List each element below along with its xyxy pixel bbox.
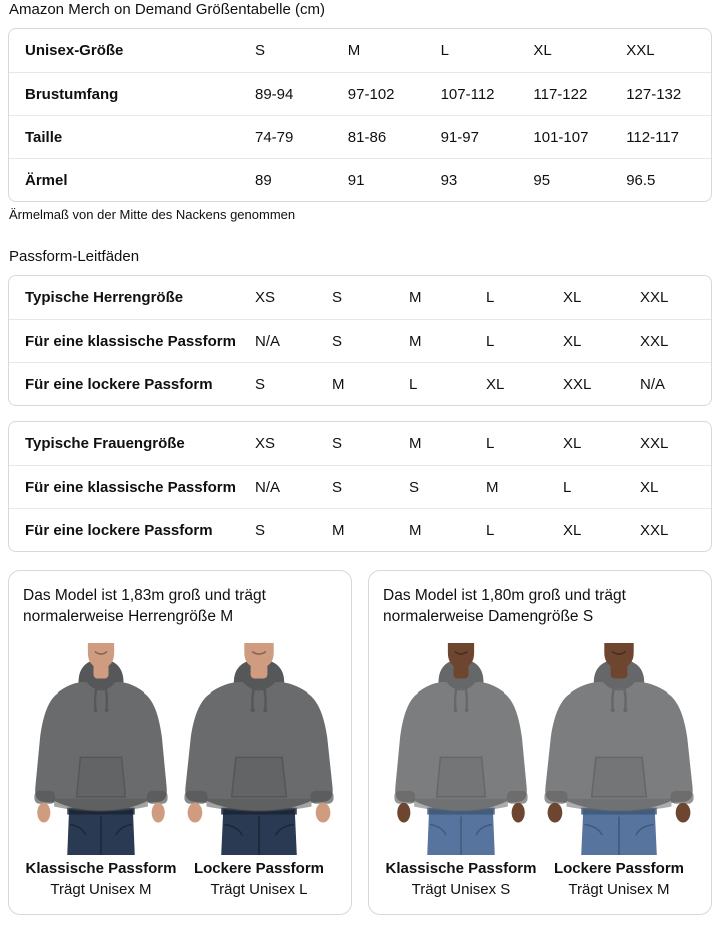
fit-cell: XL xyxy=(640,478,659,496)
row-label: Für eine klassische Passform xyxy=(25,332,236,350)
fit-cell: S xyxy=(332,332,343,350)
row-label: Typische Frauengröße xyxy=(25,435,185,452)
unisex-size-table xyxy=(8,28,712,202)
fit-row xyxy=(9,465,711,508)
classic-fit-column xyxy=(385,643,537,900)
size-column-header: L xyxy=(440,42,449,59)
table-row-chest xyxy=(9,72,711,115)
model-description: Das Model ist 1,83m groß und trägt normalerweise Herrengröße M xyxy=(23,587,266,625)
fit-cell: L xyxy=(486,289,495,306)
model-card-women xyxy=(368,570,712,915)
fit-cell: XXL xyxy=(640,521,669,539)
measurement-cell: 91-97 xyxy=(440,128,479,146)
model-description: Das Model ist 1,80m groß und trägt normalerweise Damengröße S xyxy=(383,587,626,625)
measurement-cell: 112-117 xyxy=(626,128,680,146)
fit-cell: XXL xyxy=(640,435,669,452)
size-column-header: XL xyxy=(533,42,552,59)
table-row-waist xyxy=(9,115,711,158)
fit-label: Lockere Passform xyxy=(193,860,325,877)
fit-cell: M xyxy=(332,375,345,393)
measurement-note: Ärmelmaß von der Mitte des Nackens genommen xyxy=(9,207,296,222)
size-label: Trägt Unisex M xyxy=(50,881,152,898)
size-label: Trägt Unisex L xyxy=(210,881,308,898)
measurement-cell: 81-86 xyxy=(347,128,387,146)
loose-fit-model-photo xyxy=(184,643,334,855)
fit-cell: M xyxy=(486,478,499,496)
size-column-header: XXL xyxy=(626,42,655,59)
size-column-header: S xyxy=(255,42,266,59)
model-figures xyxy=(23,643,337,900)
fit-cell: XL xyxy=(563,332,582,350)
measurement-cell: 74-79 xyxy=(255,128,294,146)
fit-label: Klassische Passform xyxy=(385,860,537,877)
size-column-header: M xyxy=(347,42,361,59)
loose-fit-model-photo xyxy=(544,643,694,855)
fit-row xyxy=(9,276,711,319)
size-table-header-label: Unisex-Größe xyxy=(25,42,124,59)
fit-row xyxy=(9,319,711,362)
model-card-men xyxy=(8,570,352,915)
fit-cell: M xyxy=(409,332,422,350)
fit-cell: XL xyxy=(563,521,582,539)
size-label: Trägt Unisex S xyxy=(411,881,511,898)
measurement-cell: 89-94 xyxy=(255,85,294,103)
classic-fit-model-photo xyxy=(26,643,176,855)
row-label: Für eine klassische Passform xyxy=(25,478,236,496)
fit-cell: S xyxy=(409,478,420,496)
fit-guides-title: Passform-Leitfäden xyxy=(9,248,140,265)
fit-cell: L xyxy=(486,521,495,539)
fit-cell: S xyxy=(255,375,266,393)
fit-cell: XL xyxy=(486,375,505,393)
measurement-cell: 95 xyxy=(533,171,551,189)
fit-cell: L xyxy=(486,332,495,350)
fit-cell: M xyxy=(409,435,422,452)
fit-cell: XXL xyxy=(640,332,669,350)
fit-cell: XL xyxy=(563,435,582,452)
size-label: Trägt Unisex M xyxy=(568,881,670,898)
row-label: Für eine lockere Passform xyxy=(25,521,213,539)
fit-row xyxy=(9,508,711,551)
fit-label: Lockere Passform xyxy=(553,860,685,877)
womens-fit-table xyxy=(8,421,712,552)
fit-cell: S xyxy=(332,435,343,452)
measurement-cell: 96.5 xyxy=(626,171,656,189)
fit-row xyxy=(9,362,711,405)
measurement-cell: 101-107 xyxy=(533,128,589,146)
model-figures xyxy=(383,643,697,900)
fit-label: Klassische Passform xyxy=(25,860,177,877)
fit-cell: S xyxy=(255,521,266,539)
fit-cell: XXL xyxy=(563,375,592,393)
row-label: Brustumfang xyxy=(25,85,119,103)
fit-cell: XXL xyxy=(640,289,669,306)
fit-cell: S xyxy=(332,289,343,306)
fit-cell: M xyxy=(332,521,345,539)
fit-cell: XS xyxy=(255,289,276,306)
row-label: Typische Herrengröße xyxy=(25,289,184,306)
fit-cell: M xyxy=(409,289,422,306)
fit-cell: L xyxy=(563,478,572,496)
measurement-cell: 107-112 xyxy=(440,85,495,103)
model-cards xyxy=(8,570,712,915)
measurement-cell: 97-102 xyxy=(347,85,395,103)
classic-fit-model-photo xyxy=(386,643,536,855)
measurement-cell: 127-132 xyxy=(626,85,682,103)
measurement-cell: 89 xyxy=(255,171,272,189)
measurement-cell: 91 xyxy=(347,171,365,189)
fit-cell: L xyxy=(409,375,418,393)
page-title: Amazon Merch on Demand Größentabelle (cm) xyxy=(9,1,325,18)
row-label: Taille xyxy=(25,128,63,146)
table-row-sleeve xyxy=(9,158,711,201)
fit-cell: N/A xyxy=(255,332,281,350)
fit-cell: N/A xyxy=(255,478,281,496)
classic-fit-column xyxy=(25,643,177,900)
row-label: Ärmel xyxy=(25,171,68,189)
loose-fit-column xyxy=(183,643,335,900)
fit-cell: L xyxy=(486,435,495,452)
fit-cell: M xyxy=(409,521,422,539)
size-table-header-row xyxy=(9,29,711,72)
fit-cell: S xyxy=(332,478,343,496)
fit-cell: XL xyxy=(563,289,582,306)
measurement-cell: 93 xyxy=(440,171,458,189)
row-label: Für eine lockere Passform xyxy=(25,375,213,393)
fit-row xyxy=(9,422,711,465)
measurement-cell: 117-122 xyxy=(533,85,588,103)
mens-fit-table xyxy=(8,275,712,406)
fit-cell: N/A xyxy=(640,375,666,393)
fit-cell: XS xyxy=(255,435,276,452)
loose-fit-column xyxy=(543,643,695,900)
